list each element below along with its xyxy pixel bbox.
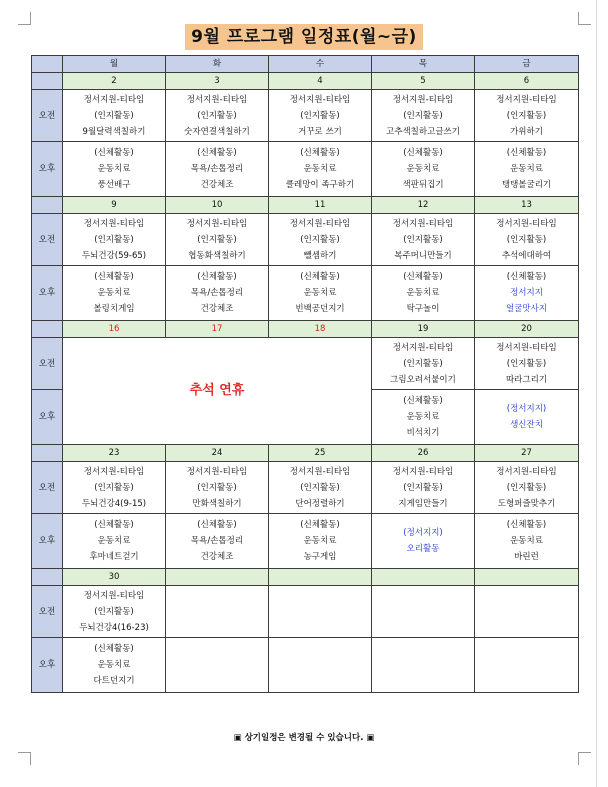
activity-line: 따라그리기	[505, 374, 548, 385]
date-cell: 2	[63, 73, 166, 90]
morning-cell	[475, 462, 579, 514]
date-cell: 12	[372, 197, 475, 214]
morning-cell	[269, 586, 372, 638]
afternoon-cell	[166, 514, 269, 569]
activity-line: 다트던지기	[93, 676, 135, 686]
activity-line: 정서지원-티타임	[186, 94, 248, 105]
activity-line: 건강체조	[200, 304, 234, 314]
activity-line: 복주머니만들기	[394, 250, 452, 261]
morning-cell	[372, 90, 475, 142]
afternoon-cell	[63, 638, 166, 693]
afternoon-cell	[269, 514, 372, 569]
morning-row	[32, 462, 579, 514]
morning-cell	[475, 214, 579, 266]
activity-line: 운동치료	[406, 164, 440, 174]
activity-line: 운동치료	[406, 288, 440, 298]
activity-line: (신체활동)	[94, 272, 134, 282]
morning-cell	[475, 90, 579, 142]
activity-line: 두뇌건강4(16-23)	[79, 622, 149, 633]
afternoon-cell	[372, 638, 475, 693]
afternoon-cell	[269, 266, 372, 321]
activity-line: (신체활동)	[300, 520, 340, 530]
date-cell: 9	[63, 197, 166, 214]
date-cell: 4	[269, 73, 372, 90]
activity-line: (정서지지)	[403, 528, 443, 538]
activity-line: (신체활동)	[197, 272, 237, 282]
morning-cell	[166, 90, 269, 142]
morning-cell	[475, 586, 579, 638]
activity-line: 운동치료	[303, 164, 337, 174]
title-area	[0, 24, 608, 50]
date-cell: 27	[475, 445, 579, 462]
activity-line: 탁구놀이	[406, 304, 440, 314]
activity-line: 뺄셈하기	[303, 250, 337, 261]
activity-line: (정서지지)	[506, 404, 547, 414]
crop-mark-bottom-left	[18, 752, 31, 765]
afternoon-cell	[63, 266, 166, 321]
afternoon-cell	[63, 142, 166, 197]
holiday-label: 추석 연휴	[189, 383, 245, 398]
afternoon-cell	[475, 514, 579, 569]
morning-cell	[269, 214, 372, 266]
schedule-body	[32, 73, 579, 693]
morning-cell	[63, 462, 166, 514]
activity-line: 운동치료	[97, 660, 131, 670]
afternoon-cell	[372, 514, 475, 569]
afternoon-row	[32, 638, 579, 693]
activity-line: 정서지원-티타임	[186, 218, 248, 229]
activity-line: (인지활동)	[506, 234, 547, 245]
morning-cell	[475, 338, 579, 390]
date-cell: 26	[372, 445, 475, 462]
morning-cell	[63, 90, 166, 142]
activity-line: (인지활동)	[197, 110, 237, 121]
activity-line: 운동치료	[97, 536, 131, 546]
weekday-tue: 화	[166, 56, 269, 73]
activity-line: 정서지원-티타임	[186, 466, 248, 477]
date-cell: 13	[475, 197, 579, 214]
activity-line: 정서지원-티타임	[496, 94, 557, 105]
activity-line: 협동화색칠하기	[188, 250, 246, 261]
afternoon-cell	[475, 638, 579, 693]
morning-row	[32, 338, 579, 390]
morning-row	[32, 90, 579, 142]
weekday-fri: 금	[475, 56, 579, 73]
morning-label: 오전	[32, 338, 63, 390]
date-row	[32, 197, 579, 214]
activity-line: 운동치료	[510, 536, 543, 546]
activity-line: 후마네트걷기	[89, 552, 139, 562]
activity-line: (신체활동)	[506, 272, 547, 282]
afternoon-label: 오후	[32, 142, 63, 197]
activity-line: 정서지원-티타임	[83, 218, 145, 229]
activity-line: (인지활동)	[197, 482, 237, 493]
activity-line: (신체활동)	[403, 396, 443, 406]
activity-line: 정서지원-티타임	[83, 590, 145, 601]
activity-line: 운동치료	[303, 288, 337, 298]
morning-cell	[372, 586, 475, 638]
activity-line: 고추색칠하고글쓰기	[386, 126, 460, 137]
date-row	[32, 569, 579, 586]
activity-line: 생신잔치	[510, 420, 543, 430]
activity-line: 지게임만들기	[398, 498, 448, 509]
activity-line: 9월달력색칠하기	[82, 126, 146, 137]
header-corner	[32, 56, 63, 73]
date-cell: 24	[166, 445, 269, 462]
activity-line: (신체활동)	[506, 520, 547, 530]
activity-line: (인지활동)	[403, 482, 443, 493]
activity-line: 운동치료	[406, 412, 440, 422]
afternoon-label: 오후	[32, 266, 63, 321]
activity-line: (신체활동)	[506, 148, 547, 158]
afternoon-label: 오후	[32, 390, 63, 445]
activity-line: 바린런	[514, 552, 539, 562]
activity-line: 정서지원-티타임	[496, 218, 557, 229]
date-cell: 23	[63, 445, 166, 462]
date-cell: 5	[372, 73, 475, 90]
date-cell: 6	[475, 73, 579, 90]
morning-label: 오전	[32, 90, 63, 142]
activity-line: (인지활동)	[506, 358, 547, 369]
morning-label: 오전	[32, 462, 63, 514]
activity-line: 정서지원-티타임	[289, 218, 351, 229]
morning-cell	[63, 586, 166, 638]
morning-cell	[166, 586, 269, 638]
activity-line: (신체활동)	[94, 148, 134, 158]
afternoon-cell	[475, 266, 579, 321]
afternoon-cell	[166, 266, 269, 321]
afternoon-label: 오후	[32, 638, 63, 693]
date-row-corner	[32, 569, 63, 586]
activity-line: 목욕/손톱정리	[190, 536, 244, 546]
activity-line: (인지활동)	[403, 234, 443, 245]
activity-line: 얼굴맛사지	[505, 304, 548, 314]
activity-line: 두뇌건강(59-65)	[81, 250, 147, 261]
morning-cell	[166, 462, 269, 514]
morning-label: 오전	[32, 214, 63, 266]
activity-line: 정서지원-티타임	[392, 94, 454, 105]
activity-line: 오리활동	[406, 544, 440, 554]
activity-line: 운동치료	[303, 536, 337, 546]
activity-line: (신체활동)	[403, 148, 443, 158]
activity-line: (인지활동)	[300, 110, 340, 121]
date-cell: 19	[372, 321, 475, 338]
morning-cell	[166, 214, 269, 266]
morning-cell	[372, 462, 475, 514]
activity-line: 정서지원-티타임	[83, 94, 145, 105]
date-cell	[475, 569, 579, 586]
activity-line: 정서지지	[510, 288, 543, 298]
date-cell: 20	[475, 321, 579, 338]
activity-line: 그림오려서붙이기	[390, 374, 456, 385]
date-row-corner	[32, 445, 63, 462]
activity-line: 추석에대하여	[501, 250, 552, 261]
activity-line: 탱탱볼굴리기	[501, 180, 552, 190]
activity-line: 농구게임	[303, 552, 337, 562]
afternoon-cell	[269, 638, 372, 693]
schedule-table	[31, 55, 579, 693]
activity-line: (인지활동)	[94, 110, 134, 121]
crop-mark-bottom-right	[578, 752, 591, 765]
afternoon-cell	[475, 390, 579, 445]
holiday-cell	[63, 338, 372, 445]
date-cell	[269, 569, 372, 586]
activity-line: 정서지원-티타임	[289, 466, 351, 477]
activity-line: (인지활동)	[300, 482, 340, 493]
activity-line: (인지활동)	[506, 110, 547, 121]
morning-cell	[372, 338, 475, 390]
afternoon-cell	[372, 142, 475, 197]
weekday-thu: 목	[372, 56, 475, 73]
activity-line: 목욕/손톱정리	[190, 288, 244, 298]
date-row-corner	[32, 321, 63, 338]
activity-line: (인지활동)	[506, 482, 547, 493]
afternoon-cell	[475, 142, 579, 197]
activity-line: (신체활동)	[197, 520, 237, 530]
weekday-header-row	[32, 56, 579, 73]
activity-line: 색판뒤집기	[402, 180, 444, 190]
activity-line: 풍선배구	[97, 180, 131, 190]
activity-line: 클레망이 족구하기	[285, 180, 355, 190]
morning-row	[32, 214, 579, 266]
activity-line: 숫자연결색칠하기	[184, 126, 250, 137]
activity-line: (인지활동)	[94, 606, 134, 617]
activity-line: 운동치료	[97, 164, 131, 174]
activity-line: (인지활동)	[197, 234, 237, 245]
activity-line: 건강체조	[200, 552, 234, 562]
activity-line: 운동치료	[97, 288, 131, 298]
date-cell: 18	[269, 321, 372, 338]
morning-cell	[372, 214, 475, 266]
activity-line: 정서지원-티타임	[83, 466, 145, 477]
page-title: 9월 프로그램 일정표(월~금)	[185, 24, 423, 50]
activity-line: 운동치료	[510, 164, 543, 174]
activity-line: (인지활동)	[300, 234, 340, 245]
date-row-corner	[32, 73, 63, 90]
activity-line: 정서지원-티타임	[392, 466, 454, 477]
date-cell	[166, 569, 269, 586]
afternoon-label: 오후	[32, 514, 63, 569]
activity-line: 가위하기	[510, 126, 543, 137]
activity-line: 정서지원-티타임	[289, 94, 351, 105]
afternoon-cell	[166, 638, 269, 693]
afternoon-cell	[63, 514, 166, 569]
activity-line: (신체활동)	[94, 520, 134, 530]
morning-cell	[269, 462, 372, 514]
activity-line: 정서지원-티타임	[496, 342, 557, 353]
page-edge-line	[596, 0, 597, 787]
activity-line: 만화색칠하기	[192, 498, 242, 509]
date-row	[32, 73, 579, 90]
activity-line: 정서지원-티타임	[392, 218, 454, 229]
date-cell: 10	[166, 197, 269, 214]
afternoon-cell	[269, 142, 372, 197]
activity-line: (신체활동)	[197, 148, 237, 158]
date-cell: 17	[166, 321, 269, 338]
morning-label: 오전	[32, 586, 63, 638]
weekday-mon: 월	[63, 56, 166, 73]
activity-line: 건강체조	[200, 180, 234, 190]
morning-cell	[269, 90, 372, 142]
activity-line: (신체활동)	[300, 272, 340, 282]
date-row	[32, 321, 579, 338]
afternoon-row	[32, 142, 579, 197]
activity-line: (신체활동)	[94, 644, 134, 654]
afternoon-row	[32, 514, 579, 569]
date-cell: 3	[166, 73, 269, 90]
afternoon-cell	[166, 142, 269, 197]
morning-row	[32, 586, 579, 638]
activity-line: (신체활동)	[300, 148, 340, 158]
weekday-wed: 수	[269, 56, 372, 73]
date-cell: 11	[269, 197, 372, 214]
activity-line: 두뇌건강4(9-15)	[81, 498, 147, 509]
activity-line: 거꾸로 쓰기	[298, 126, 342, 137]
activity-line: 비석치기	[406, 428, 440, 438]
date-row	[32, 445, 579, 462]
activity-line: 목욕/손톱정리	[190, 164, 244, 174]
date-row-corner	[32, 197, 63, 214]
activity-line: (인지활동)	[94, 234, 134, 245]
activity-line: 도형퍼즐맞추기	[497, 498, 556, 509]
activity-line: 정서지원-티타임	[392, 342, 454, 353]
activity-line: (인지활동)	[403, 358, 443, 369]
afternoon-row	[32, 266, 579, 321]
date-cell: 30	[63, 569, 166, 586]
date-cell	[372, 569, 475, 586]
afternoon-cell	[372, 390, 475, 445]
activity-line: 단어정렬하기	[295, 498, 345, 509]
date-cell: 25	[269, 445, 372, 462]
footer-note: ▣ 상기일정은 변경될 수 있습니다. ▣	[233, 733, 375, 743]
activity-line: 볼링치게임	[93, 304, 135, 314]
activity-line: (인지활동)	[94, 482, 134, 493]
activity-line: 빈백공던지기	[295, 304, 345, 314]
activity-line: 정서지원-티타임	[496, 466, 557, 477]
date-cell: 16	[63, 321, 166, 338]
activity-line: (신체활동)	[403, 272, 443, 282]
afternoon-cell	[372, 266, 475, 321]
morning-cell	[63, 214, 166, 266]
activity-line: (인지활동)	[403, 110, 443, 121]
